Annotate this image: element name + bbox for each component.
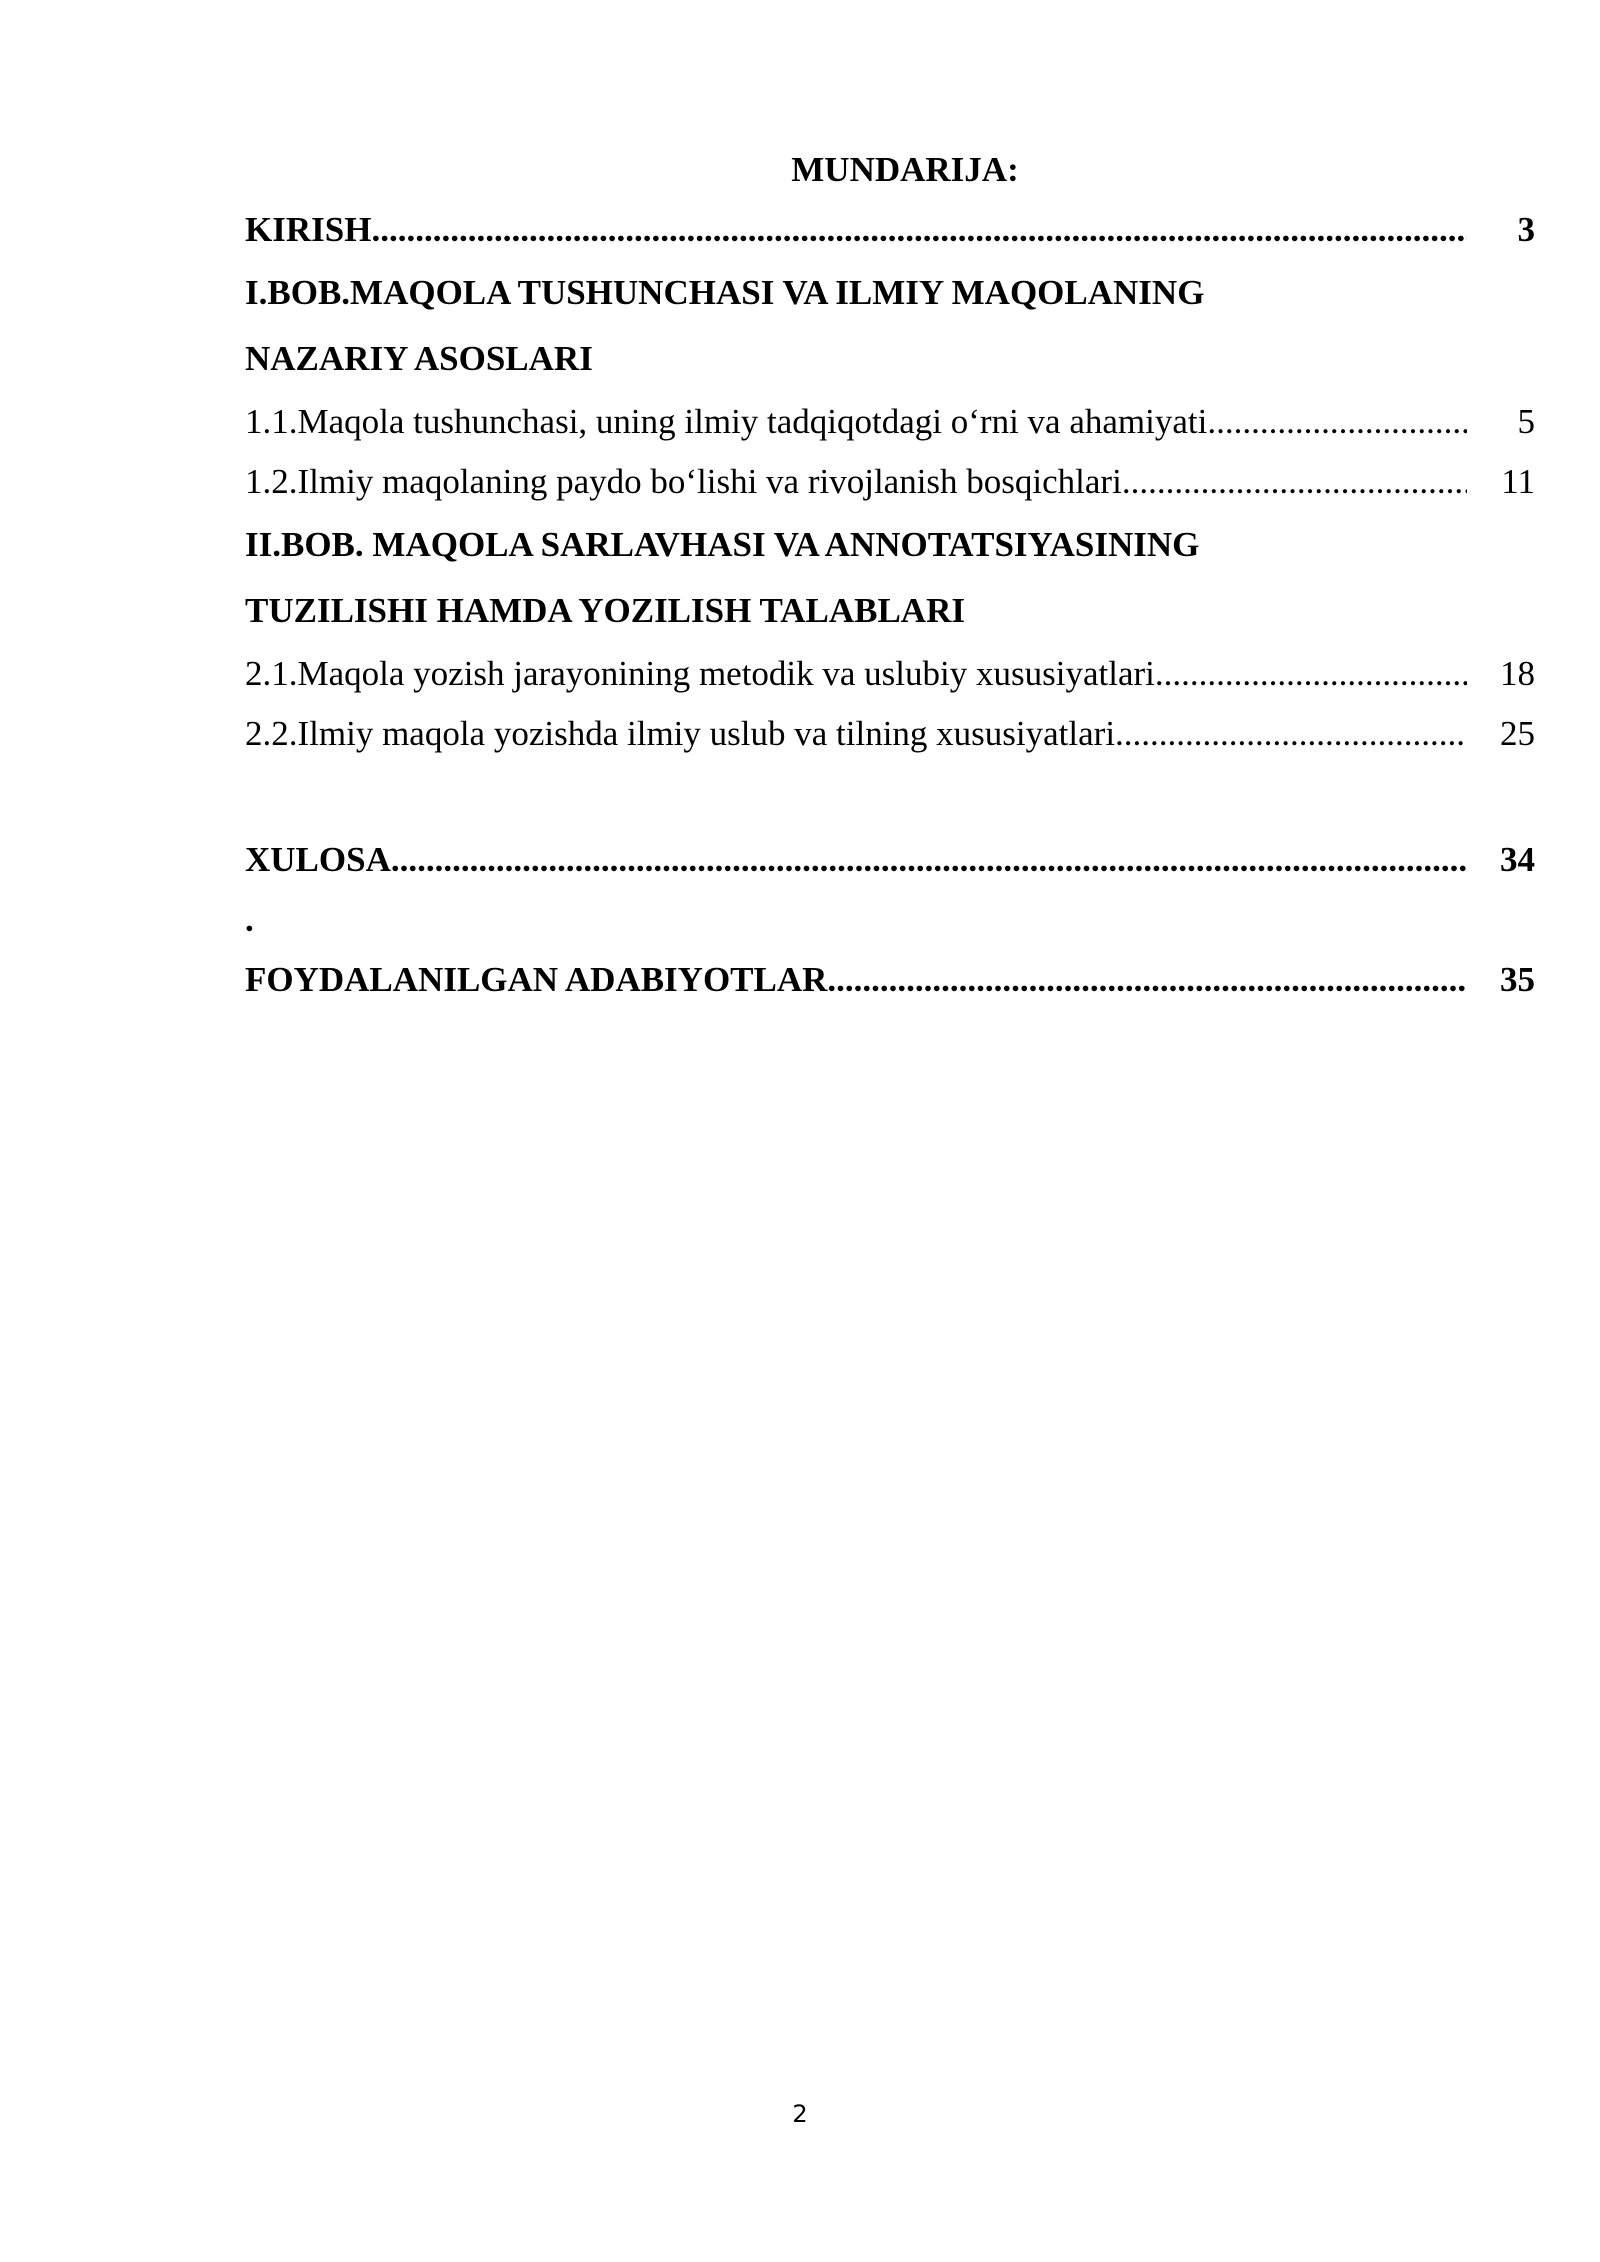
toc-chapter-2-heading-line2[interactable] — [245, 578, 1535, 644]
toc-title: MUNDARIJA: — [791, 150, 1019, 189]
toc-entry-text: KIRISH — [245, 210, 372, 249]
toc-chapter-text: TUZILISHI HAMDA YOZILISH TALABLARI — [245, 591, 965, 630]
table-of-contents — [245, 140, 1535, 1010]
stray-period: . — [245, 900, 254, 939]
dot-leader — [1122, 452, 1467, 512]
toc-entry-page: 35 — [1500, 960, 1535, 999]
toc-entry-text: 1.2.Ilmiy maqolaning paydo bo‘lishi va rivojlanish bosqichlari — [245, 462, 1122, 501]
dot-leader — [1207, 392, 1467, 452]
toc-chapter-text: II.BOB. MAQOLA SARLAVHASI VA ANNOTATSIYASINING — [245, 525, 1200, 564]
toc-chapter-2-heading-line1[interactable] — [245, 512, 1535, 578]
toc-chapter-text: NAZARIY ASOSLARI — [245, 339, 593, 378]
toc-entry-text: 2.1.Maqola yozish jarayonining metodik va uslubiy xususiyatlari — [245, 654, 1155, 693]
dot-leader — [1115, 704, 1467, 764]
toc-entry-1-2[interactable] — [245, 452, 1535, 512]
dot-leader — [371, 200, 1467, 260]
toc-entry-page: 18 — [1500, 654, 1535, 693]
toc-entry-xulosa[interactable] — [245, 830, 1535, 890]
spacer — [245, 764, 1535, 830]
toc-entry-text: FOYDALANILGAN ADABIYOTLAR — [245, 960, 828, 999]
toc-entry-2-2[interactable] — [245, 704, 1535, 764]
dot-leader — [827, 950, 1467, 1010]
toc-entry-page: 5 — [1517, 402, 1535, 441]
toc-chapter-text: I.BOB.MAQOLA TUSHUNCHASI VA ILMIY MAQOLANING — [245, 273, 1205, 312]
toc-entry-page: 25 — [1500, 714, 1535, 753]
toc-entry-kirish[interactable] — [245, 200, 1535, 260]
toc-entry-2-1[interactable] — [245, 644, 1535, 704]
toc-entry-text: XULOSA — [245, 840, 391, 879]
toc-entry-1-1[interactable] — [245, 392, 1535, 452]
toc-entry-page: 11 — [1501, 462, 1535, 501]
dot-leader — [391, 830, 1467, 890]
page-number: 2 — [792, 2100, 808, 2128]
toc-entry-adabiyotlar[interactable] — [245, 950, 1535, 1010]
toc-chapter-1-heading-line2[interactable] — [245, 326, 1535, 392]
toc-entry-text: 1.1.Maqola tushunchasi, uning ilmiy tadqiqotdagi o‘rni va ahamiyati — [245, 402, 1208, 441]
dot-leader — [1155, 644, 1467, 704]
toc-entry-text: 2.2.Ilmiy maqola yozishda ilmiy uslub va tilning xususiyatlari — [245, 714, 1116, 753]
toc-entry-page: 34 — [1500, 840, 1535, 879]
toc-chapter-1-heading-line1[interactable] — [245, 260, 1535, 326]
toc-entry-page: 3 — [1517, 210, 1535, 249]
